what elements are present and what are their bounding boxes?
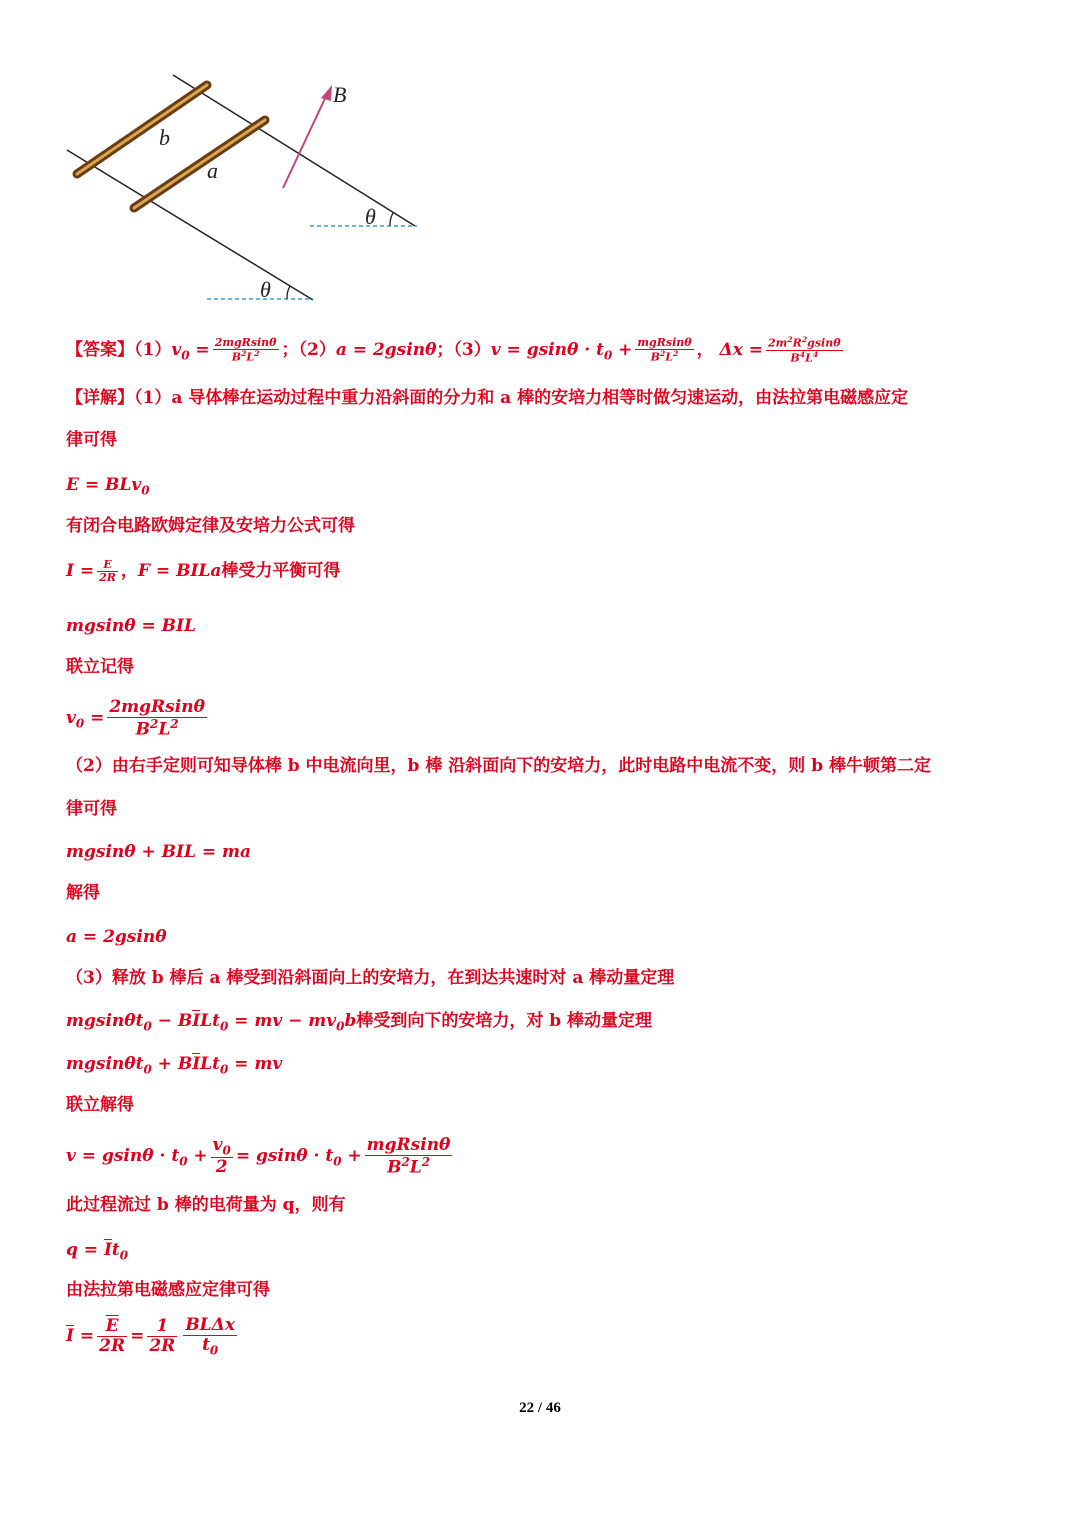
page-number: 22 / 46: [519, 1400, 561, 1416]
rod-a-highlight: [134, 120, 265, 208]
detail-line-7: 联立记得: [66, 657, 134, 677]
eq-current-force: I = $\frac{E}{2R}$ ，F = BILa棒受力平衡可得: [66, 558, 341, 585]
rail-upper: [173, 75, 415, 226]
label-b: b: [159, 125, 170, 150]
detail-head: 【详解】: [66, 388, 134, 408]
angle-arc-1: [390, 213, 393, 226]
label-theta-1: θ: [365, 204, 376, 229]
inclined-rails-figure: [55, 70, 435, 315]
detail-line-4: 有闭合电路欧姆定律及安培力公式可得: [66, 516, 355, 536]
eq-emf: E = BLv$_0$: [66, 475, 150, 498]
detail-line-12: 解得: [66, 883, 100, 903]
eq-momentum-a: $mgsin\theta t_0 - B\overline{I}Lt_0$ = mv − $mv_0b$棒受到向下的安培力，对 b 棒动量定理: [66, 1011, 653, 1034]
eq-momentum-b: $mgsin\theta t_0 + B\overline{I}Lt_0$ = mv: [66, 1054, 283, 1077]
detail-line-2: 律可得: [66, 430, 117, 450]
eq-newton: mgsinθ + BIL = ma: [66, 842, 252, 862]
detail-line-17: 联立解得: [66, 1095, 134, 1115]
b-field-arrow: [283, 92, 328, 188]
detail-line-9: （2）由右手定则可知导体棒 b 中电流向里，b 棒 沿斜面向下的安培力，此时电路中电流不变，则 b 棒牛顿第二定: [66, 756, 931, 776]
answer-head: 【答案】: [66, 339, 134, 360]
detail-line-1: 【详解】（1）a 导体棒在运动过程中重力沿斜面的分力和 a 棒的安培力相等时做匀速运动，由法拉第电磁感应定: [66, 388, 909, 408]
label-B: B: [333, 82, 347, 107]
detail-line-19: 此过程流过 b 棒的电荷量为 q，则有: [66, 1195, 346, 1215]
detail-line-21: 由法拉第电磁感应定律可得: [66, 1280, 270, 1300]
angle-arc-2: [287, 286, 290, 299]
eq-charge: $q = \overline{I}t_0$: [66, 1240, 129, 1263]
eq-avg-current: $\overline{I}$ = $\frac{\overline{E}}{2R}$ = $\frac{1}{2R}$ $\frac{\text{BLΔx}}{t_0}$: [66, 1315, 235, 1358]
eq-v0: $v_0$ = $\frac{\text{2mgRsinθ}}{B^2L^2}$: [66, 697, 205, 740]
answer-line: 【答案】$(1)v_0$ = $\frac{\text{2mgRsinθ}}{B^2L^2}$ ；（2）a = 2gsinθ；$(3)v = gsin\theta \cdot t_0$ + $\frac{\text{mgRsinθ}}{B^2L^2}$ ， Δx = $\frac{2m^2R^2gsin\theta}{B^4L^4}$: [66, 335, 841, 365]
eq-a: a = 2gsinθ: [66, 927, 167, 947]
b-field-arrowhead: [321, 85, 332, 101]
detail-line-10: 律可得: [66, 799, 117, 819]
label-a: a: [207, 158, 218, 183]
label-theta-2: θ: [260, 277, 271, 302]
rod-b-highlight: [77, 85, 207, 174]
eq-balance: mgsinθ = BIL: [66, 616, 196, 636]
eq-v: $v = gsin\theta \cdot t_0$ + $\frac{v_0}{2}$ = $gsin\theta \cdot t_0$ + $\frac{\text{mgRsinθ}}{B^2L^2}$: [66, 1135, 451, 1178]
detail-line-14: （3）释放 b 棒后 a 棒受到沿斜面向上的安培力，在到达共速时对 a 棒动量定理: [66, 968, 675, 988]
